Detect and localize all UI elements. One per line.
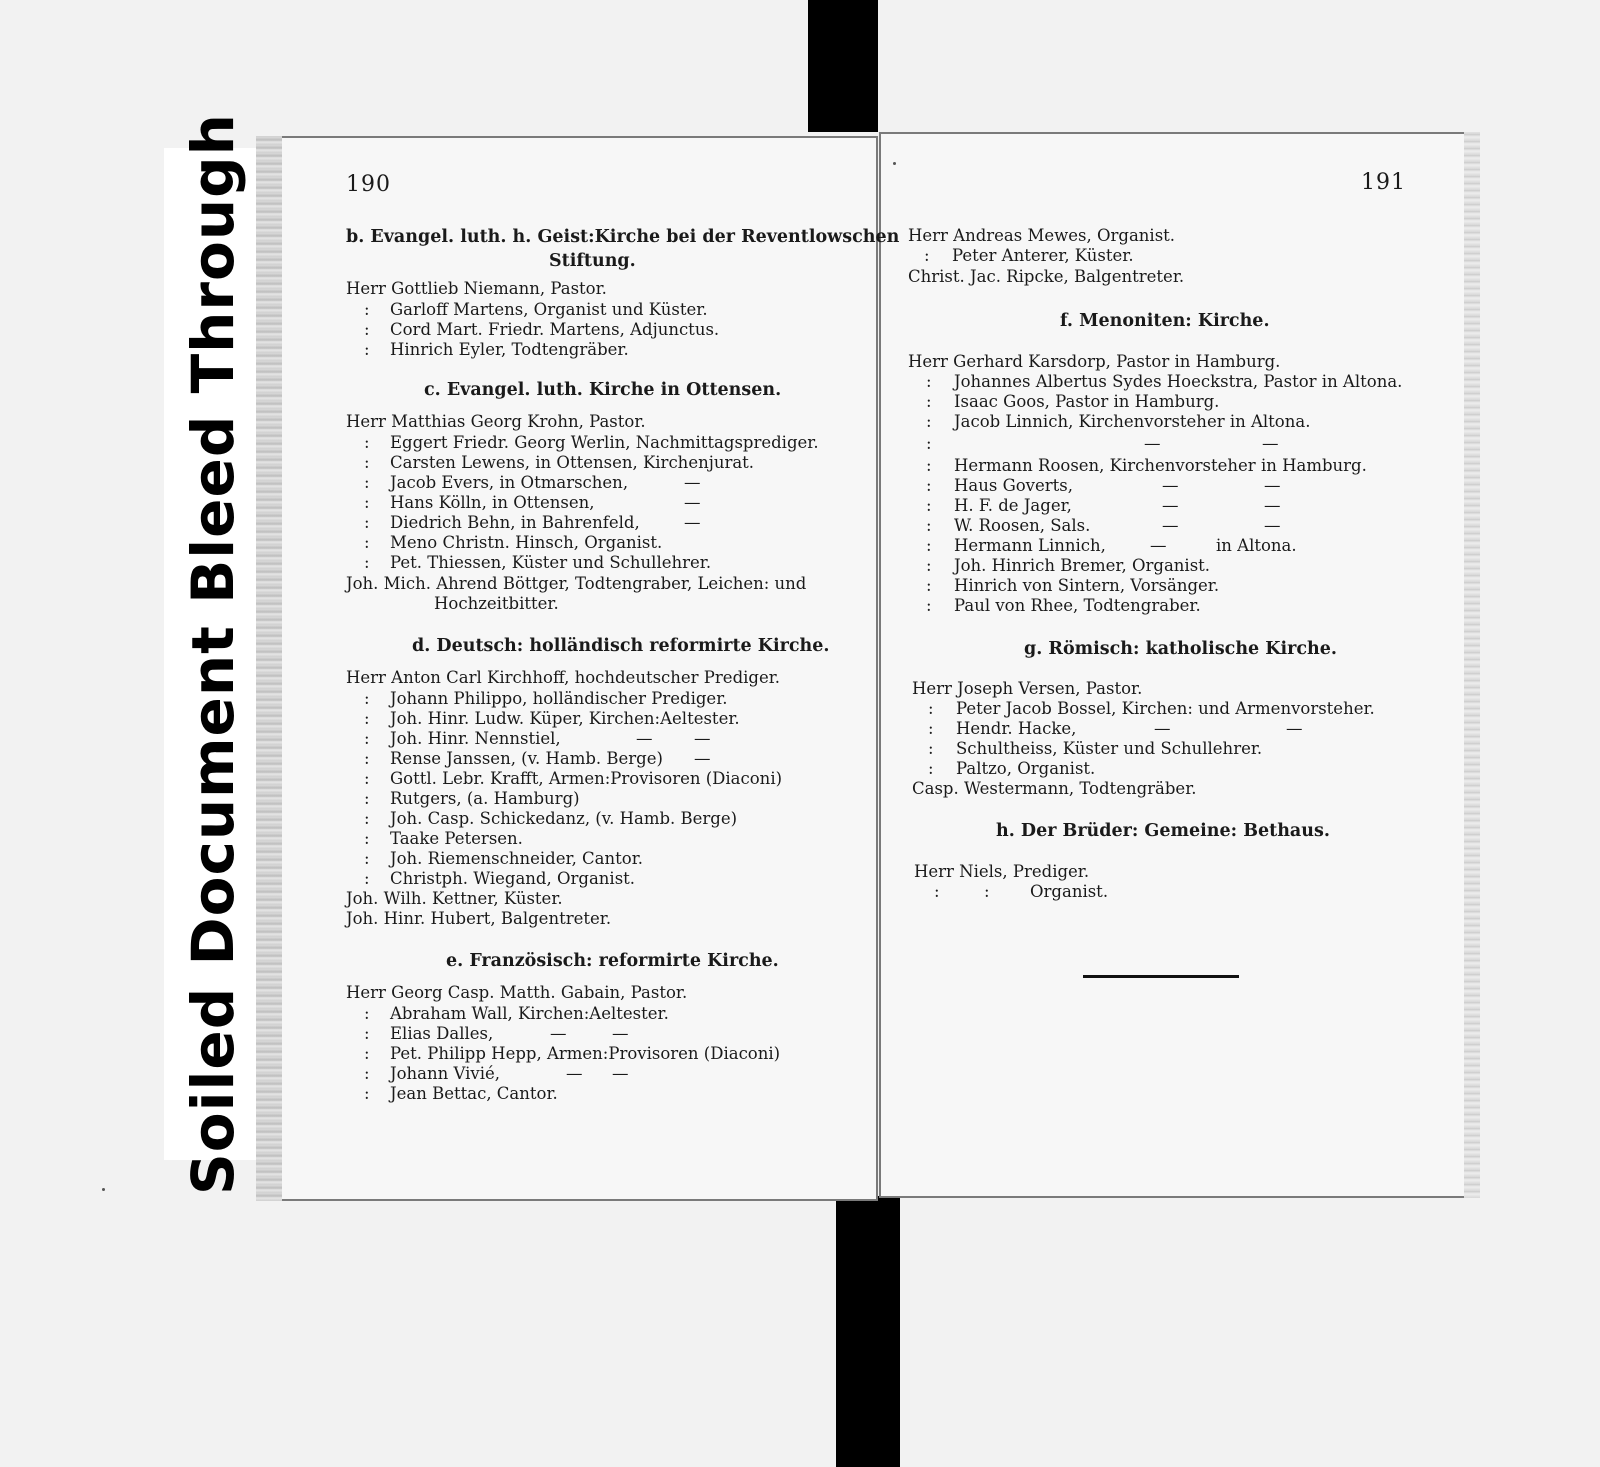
text-line: — (1150, 536, 1167, 555)
text-line: Garloff Martens, Organist und Küster. (390, 300, 708, 319)
text-line: Herr Gottlieb Niemann, Pastor. (346, 279, 607, 298)
text-line: Herr Georg Casp. Matth. Gabain, Pastor. (346, 983, 688, 1002)
text-line: Joh. Hinr. Hubert, Balgentreter. (346, 909, 612, 928)
text-line: Joh. Mich. Ahrend Böttger, Todtengraber, Leichen: und (346, 574, 807, 593)
text-line: : (364, 300, 370, 319)
left-page-number: 190 (346, 172, 391, 197)
text-line: — (612, 1024, 629, 1043)
right-page (879, 132, 1480, 1198)
text-line: — (1144, 434, 1161, 453)
text-line: Rense Janssen, (v. Hamb. Berge) (390, 749, 663, 768)
text-line: : (364, 869, 370, 888)
text-line: Diedrich Behn, in Bahrenfeld, (390, 513, 640, 532)
text-line: Joh. Hinr. Nennstiel, (390, 729, 561, 748)
text-line: : (364, 689, 370, 708)
section-heading: e. Französisch: reformirte Kirche. (446, 951, 779, 971)
text-line: Hermann Linnich, (954, 536, 1106, 555)
text-line: : (934, 882, 940, 901)
text-line: — (1264, 516, 1281, 535)
text-line: : (364, 433, 370, 452)
text-line: : (364, 809, 370, 828)
text-line: — (1162, 476, 1179, 495)
text-line: Hermann Roosen, Kirchenvorsteher in Hamburg. (954, 456, 1367, 475)
text-line: : (364, 849, 370, 868)
section-heading: b. Evangel. luth. h. Geist:Kirche bei der Reventlowschen (346, 227, 900, 247)
closing-rule (1083, 975, 1239, 978)
text-line: : (364, 769, 370, 788)
text-line: Elias Dalles, (390, 1024, 494, 1043)
section-heading: c. Evangel. luth. Kirche in Ottensen. (424, 380, 782, 400)
text-line: Johann Philippo, holländischer Prediger. (390, 689, 728, 708)
text-line: Christph. Wiegand, Organist. (390, 869, 636, 888)
text-line: Joh. Hinrich Bremer, Organist. (954, 556, 1211, 575)
text-line: — (684, 513, 701, 532)
text-line: : (364, 829, 370, 848)
text-line: Carsten Lewens, in Ottensen, Kirchenjurat. (390, 453, 755, 472)
text-line: H. F. de Jager, (954, 496, 1072, 515)
text-line: : (364, 1084, 370, 1103)
text-line: Organist. (1030, 882, 1109, 901)
text-line: — (612, 1064, 629, 1083)
text-line: Isaac Goos, Pastor in Hamburg. (954, 392, 1220, 411)
right-page-number: 191 (1361, 170, 1406, 195)
text-line: — (684, 473, 701, 492)
text-line: : (364, 749, 370, 768)
text-line: Pet. Philipp Hepp, Armen:Provisoren (Diaconi) (390, 1044, 781, 1063)
text-line: : (926, 434, 932, 453)
text-line: Jacob Evers, in Otmarschen, (390, 473, 629, 492)
section-heading: h. Der Brüder: Gemeine: Bethaus. (996, 821, 1330, 841)
text-line: : (364, 1064, 370, 1083)
text-line: — (636, 729, 653, 748)
text-line: Casp. Westermann, Todtengräber. (912, 779, 1197, 798)
text-line: Herr Niels, Prediger. (914, 862, 1090, 881)
text-line: Jean Bettac, Cantor. (390, 1084, 558, 1103)
text-line: : (928, 759, 934, 778)
text-line: — (1262, 434, 1279, 453)
text-line: Meno Christn. Hinsch, Organist. (390, 533, 663, 552)
text-line: : (926, 496, 932, 515)
text-line: Taake Petersen. (390, 829, 523, 848)
text-line: : (364, 1044, 370, 1063)
text-line: : (364, 1004, 370, 1023)
text-line: : (924, 246, 930, 265)
text-line: — (1162, 516, 1179, 535)
text-line: : (926, 456, 932, 475)
section-heading: Stiftung. (549, 251, 636, 271)
text-line: : (364, 729, 370, 748)
text-line: : (926, 536, 932, 555)
text-line: Peter Anterer, Küster. (952, 246, 1134, 265)
text-line: Herr Joseph Versen, Pastor. (912, 679, 1143, 698)
speck (893, 162, 896, 165)
text-line: Herr Anton Carl Kirchhoff, hochdeutscher Prediger. (346, 668, 781, 687)
text-line: Joh. Wilh. Kettner, Küster. (346, 889, 563, 908)
text-line: — (694, 749, 711, 768)
text-line: Pet. Thiessen, Küster und Schullehrer. (390, 553, 712, 572)
text-line: : (926, 556, 932, 575)
text-line: : (928, 719, 934, 738)
text-line: Hendr. Hacke, (956, 719, 1077, 738)
text-line: Paul von Rhee, Todtengraber. (954, 596, 1201, 615)
text-line: Johannes Albertus Sydes Hoeckstra, Pastor in Altona. (954, 372, 1403, 391)
text-line: Gottl. Lebr. Krafft, Armen:Provisoren (Diaconi) (390, 769, 783, 788)
text-line: Hans Kölln, in Ottensen, (390, 493, 595, 512)
text-line: — (1264, 476, 1281, 495)
left-page-edge (256, 136, 282, 1201)
text-line: : (926, 516, 932, 535)
text-line: : (364, 709, 370, 728)
text-line: Paltzo, Organist. (956, 759, 1096, 778)
right-page-edge (1464, 132, 1480, 1198)
bleed-through-label: Soiled Document Bleed Through (179, 113, 247, 1195)
text-line: : (926, 596, 932, 615)
section-heading: d. Deutsch: holländisch reformirte Kirche. (412, 636, 830, 656)
text-line: : (928, 739, 934, 758)
text-line: W. Roosen, Sals. (954, 516, 1091, 535)
text-line: Jacob Linnich, Kirchenvorsteher in Altona. (954, 412, 1311, 431)
section-heading: f. Menoniten: Kirche. (1060, 311, 1270, 331)
text-line: Hinrich von Sintern, Vorsänger. (954, 576, 1220, 595)
text-line: — (1286, 719, 1303, 738)
text-line: : (364, 513, 370, 532)
text-line: : (364, 340, 370, 359)
text-line: Johann Vivié, (390, 1064, 501, 1083)
text-line: — (550, 1024, 567, 1043)
text-line: Herr Gerhard Karsdorp, Pastor in Hamburg. (908, 352, 1281, 371)
text-line: : (926, 392, 932, 411)
binding-band-bottom (836, 1196, 900, 1467)
text-line: : (926, 476, 932, 495)
text-line: Cord Mart. Friedr. Martens, Adjunctus. (390, 320, 720, 339)
text-line: Rutgers, (a. Hamburg) (390, 789, 580, 808)
text-line: : (364, 493, 370, 512)
text-line: — (694, 729, 711, 748)
text-line: : (926, 412, 932, 431)
text-line: Herr Matthias Georg Krohn, Pastor. (346, 412, 646, 431)
text-line: : (364, 553, 370, 572)
text-line: : (928, 699, 934, 718)
text-line: Hinrich Eyler, Todtengräber. (390, 340, 629, 359)
text-line: : (364, 1024, 370, 1043)
section-heading: g. Römisch: katholische Kirche. (1024, 639, 1337, 659)
text-line: — (1154, 719, 1171, 738)
text-line: Haus Goverts, (954, 476, 1073, 495)
text-line: : (984, 882, 990, 901)
text-line: in Altona. (1216, 536, 1297, 555)
text-line: — (684, 493, 701, 512)
text-line: : (364, 789, 370, 808)
text-line: : (364, 320, 370, 339)
text-line: Joh. Riemenschneider, Cantor. (390, 849, 644, 868)
text-line: Eggert Friedr. Georg Werlin, Nachmittagsprediger. (390, 433, 819, 452)
text-line: — (1264, 496, 1281, 515)
speck (102, 1188, 105, 1191)
text-line: — (1162, 496, 1179, 515)
text-line: Christ. Jac. Ripcke, Balgentreter. (908, 267, 1185, 286)
text-line: Abraham Wall, Kirchen:Aeltester. (390, 1004, 669, 1023)
text-line: Joh. Casp. Schickedanz, (v. Hamb. Berge) (390, 809, 738, 828)
text-line: : (364, 533, 370, 552)
text-line: Schultheiss, Küster und Schullehrer. (956, 739, 1263, 758)
text-line: Joh. Hinr. Ludw. Küper, Kirchen:Aeltester. (390, 709, 740, 728)
text-line: : (926, 372, 932, 391)
text-line: : (364, 473, 370, 492)
text-line: : (364, 453, 370, 472)
text-line: Peter Jacob Bossel, Kirchen: und Armenvorsteher. (956, 699, 1375, 718)
text-line: Hochzeitbitter. (434, 594, 559, 613)
text-line: — (566, 1064, 583, 1083)
text-line: Herr Andreas Mewes, Organist. (908, 226, 1176, 245)
text-line: : (926, 576, 932, 595)
binding-band-top (808, 0, 878, 132)
